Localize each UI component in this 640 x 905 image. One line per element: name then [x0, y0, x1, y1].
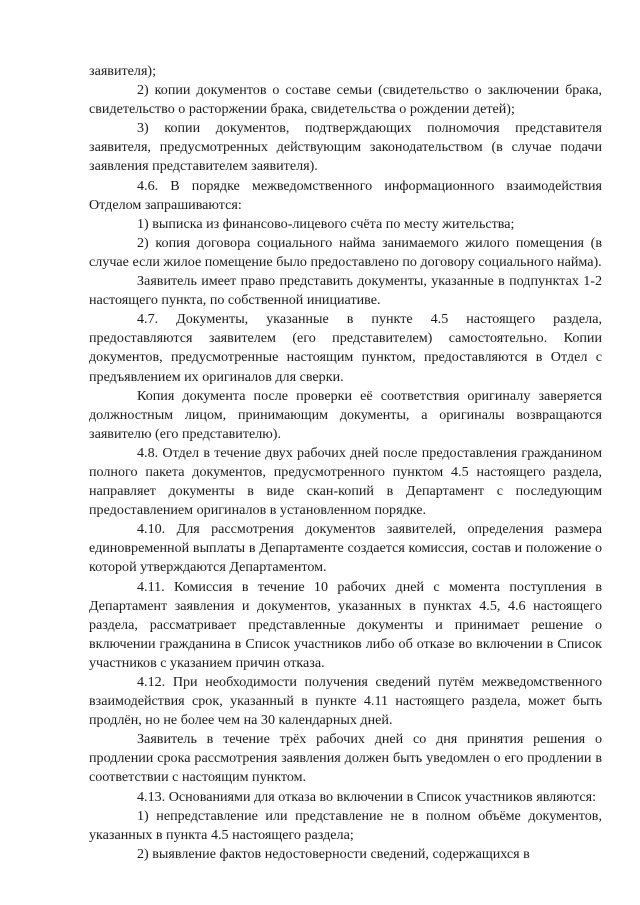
- paragraph-10: 4.10. Для рассмотрения документов заявителей, определения размера единовременной выплаты в Департаменте создается комиссия, состав и положение о которой утверждаются Департаментом.: [89, 521, 602, 576]
- paragraph-6: Заявитель имеет право представить документы, указанные в подпунктах 1-2 настоящего пункта, по собственной инициативе.: [89, 273, 602, 309]
- paragraph-14: 4.13. Основаниями для отказа во включении в Список участников являются:: [137, 788, 597, 805]
- paragraph-8: Копия документа после проверки её соответствия оригиналу заверяется должностным лицом, принимающим документы, а оригиналы возвращаются заявителю (его представителю).: [89, 387, 602, 442]
- paragraph-15: 1) непредставление или представление не в полном объёме документов, указанных в пункта 4.5 настоящего раздела;: [89, 807, 602, 843]
- paragraph-0: заявителя);: [89, 63, 157, 79]
- paragraph-7: 4.7. Документы, указанные в пункте 4.5 настоящего раздела, предоставляются заявителем (его представителем) самостоятельно. Копии документов, предусмотренные настоящим пунктом, предоставляются в Отдел с предъявлением их оригиналов для сверки.: [89, 311, 602, 385]
- paragraph-13: Заявитель в течение трёх рабочих дней со дня принятия решения о продлении срока рассмотрения заявления должен быть уведомлен о его продлении в соответствии с настоящим пунктом.: [89, 731, 602, 786]
- paragraph-16: 2) выявление фактов недостоверности сведений, содержащихся в: [137, 845, 530, 862]
- paragraph-4: 1) выписка из финансово-лицевого счёта по месту жительства;: [137, 215, 515, 232]
- paragraph-2: 3) копии документов, подтверждающих полномочия представителя заявителя, предусмотренных действующим законодательством (в случае подачи заявления представителем заявителя).: [89, 120, 602, 175]
- paragraph-5: 2) копия договора социального найма занимаемого жилого помещения (в случае если жилое помещение было предоставлено по договору социального найма).: [89, 234, 602, 270]
- document-page: [89, 62, 602, 864]
- paragraph-1: 2) копии документов о составе семьи (свидетельство о заключении брака, свидетельство о расторжении брака, свидетельства о рождении детей);: [89, 82, 602, 118]
- paragraph-9: 4.8. Отдел в течение двух рабочих дней после предоставления гражданином полного пакета документов, предусмотренного пунктом 4.5 настоящего раздела, направляет документы в виде скан-копий в Департамент с последующим предоставлением оригиналов в установленном порядке.: [89, 444, 602, 519]
- paragraph-12: 4.12. При необходимости получения сведений путём межведомственного взаимодействия срок, указанный в пункте 4.11 настоящего раздела, может быть продлён, но не более чем на 30 календарных дней.: [89, 674, 602, 729]
- paragraph-11: 4.11. Комиссия в течение 10 рабочих дней с момента поступления в Департамент заявления и документов, указанных в пунктах 4.5, 4.6 настоящего раздела, рассматривает представленные документы и принимает решение о включении гражданина в Список участников либо об отказе во включении в Список участников с указанием причин отказа.: [89, 578, 602, 671]
- paragraph-3: 4.6. В порядке межведомственного информационного взаимодействия Отделом запрашиваются:: [89, 177, 602, 213]
